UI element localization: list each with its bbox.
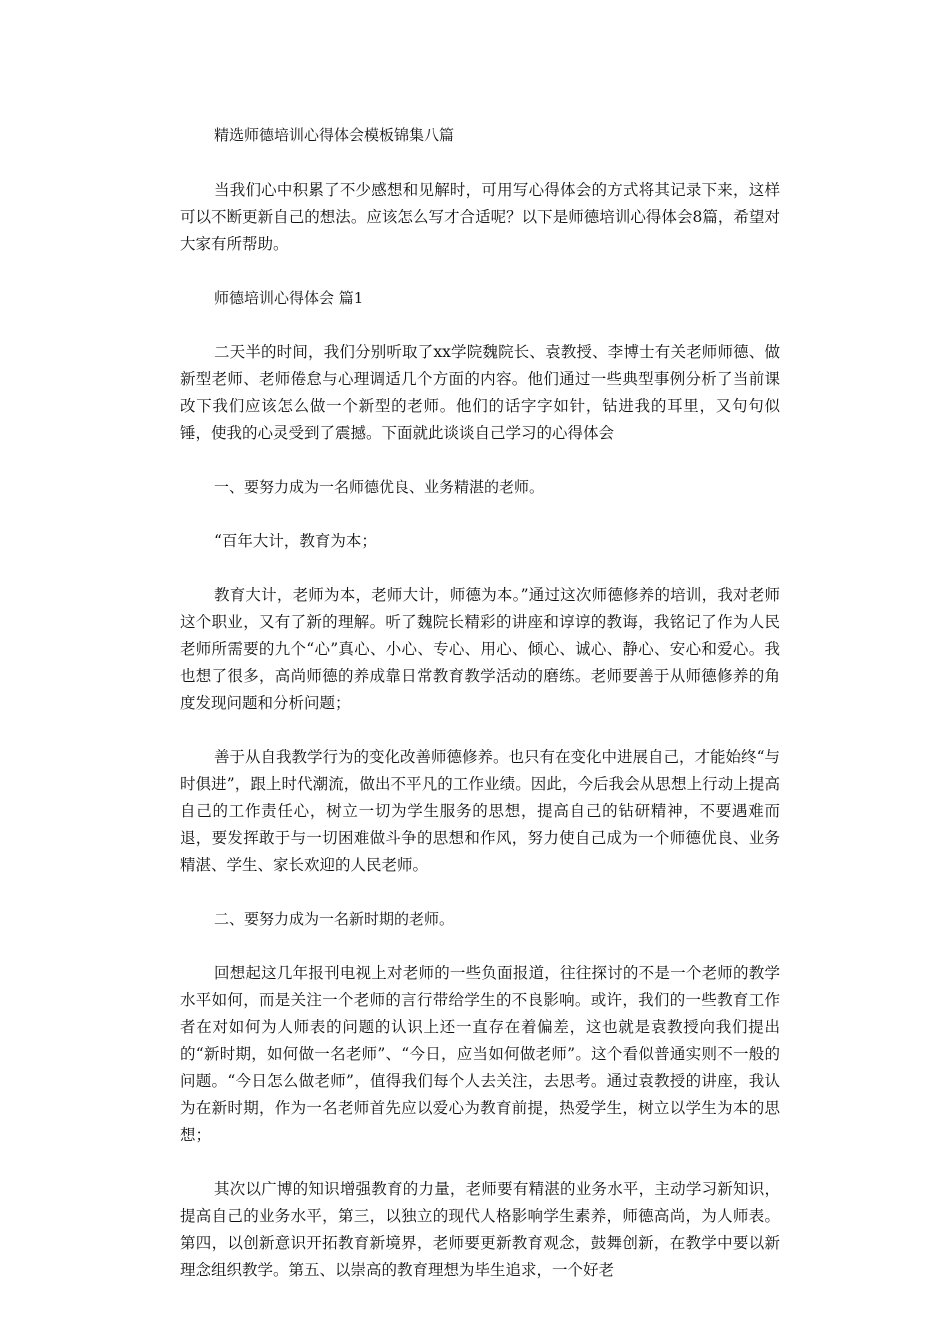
subsection-heading: 一、要努力成为一名师德优良、业务精湛的老师。 [214, 478, 545, 496]
body-paragraph: 教育大计，老师为本，老师大计，师德为本。”通过这次师德修养的培训，我对老师这个职业，又有了新的理解。听了魏院长精彩的讲座和谆谆的教诲，我铭记了作为人民老师所需要的九个“心”真心、小心、专心、用心、倾心、诚心、静心、安心和爱心。我也想了很多，高尚师德的养成靠日常教育教学活动的磨练。老师要善于从师德修养的角度发现问题和分析问题； [180, 586, 780, 712]
document-title: 精选师德培训心得体会模板锦集八篇 [214, 126, 455, 144]
intro-paragraph: 当我们心中积累了不少感想和见解时，可用写心得体会的方式将其记录下来，这样可以不断更新自己的想法。应该怎么写才合适呢？以下是师德培训心得体会8篇，希望对大家有所帮助。 [180, 181, 780, 253]
body-paragraph: 善于从自我教学行为的变化改善师德修养。也只有在变化中进展自己，才能始终“与时俱进”，跟上时代潮流，做出不平凡的工作业绩。因此，今后我会从思想上行动上提高自己的工作责任心，树立一切为学生服务的思想，提高自己的钻研精神，不要遇难而退，要发挥敢于与一切困难做斗争的思想和作风，努力使自己成为一个师德优良、业务精湛、学生、家长欢迎的人民老师。 [180, 748, 780, 874]
body-paragraph: 回想起这几年报刊电视上对老师的一些负面报道，往往探讨的不是一个老师的教学水平如何，而是关注一个老师的言行带给学生的不良影响。或许，我们的一些教育工作者在对如何为人师表的问题的认识上还一直存在着偏差，这也就是袁教授向我们提出的“新时期，如何做一名老师”、“今日，应当如何做老师”。这个看似普通实则不一般的问题。“今日怎么做老师”，值得我们每个人去关注，去思考。通过袁教授的讲座，我认为在新时期，作为一名老师首先应以爱心为教育前提，热爱学生，树立以学生为本的思想； [180, 964, 780, 1144]
subsection-heading: 二、要努力成为一名新时期的老师。 [214, 910, 455, 928]
document-body [180, 122, 780, 1284]
body-paragraph: 二天半的时间，我们分别听取了xx学院魏院长、袁教授、李博士有关老师师德、做新型老师、老师倦怠与心理调适几个方面的内容。他们通过一些典型事例分析了当前课改下我们应该怎么做一个新型的老师。他们的话字字如针，钻进我的耳里，又句句似锤，使我的心灵受到了震撼。下面就此谈谈自己学习的心得体会 [180, 343, 780, 442]
quote-line: “百年大计，教育为本； [214, 532, 377, 550]
body-paragraph: 其次以广博的知识增强教育的力量，老师要有精湛的业务水平，主动学习新知识，提高自己的业务水平，第三，以独立的现代人格影响学生素养，师德高尚，为人师表。第四，以创新意识开拓教育新境界，老师要更新教育观念，鼓舞创新，在教学中要以新理念组织教学。第五、以崇高的教育理想为毕生追求，一个好老 [180, 1180, 780, 1279]
section-title: 师德培训心得体会 篇1 [214, 289, 364, 307]
